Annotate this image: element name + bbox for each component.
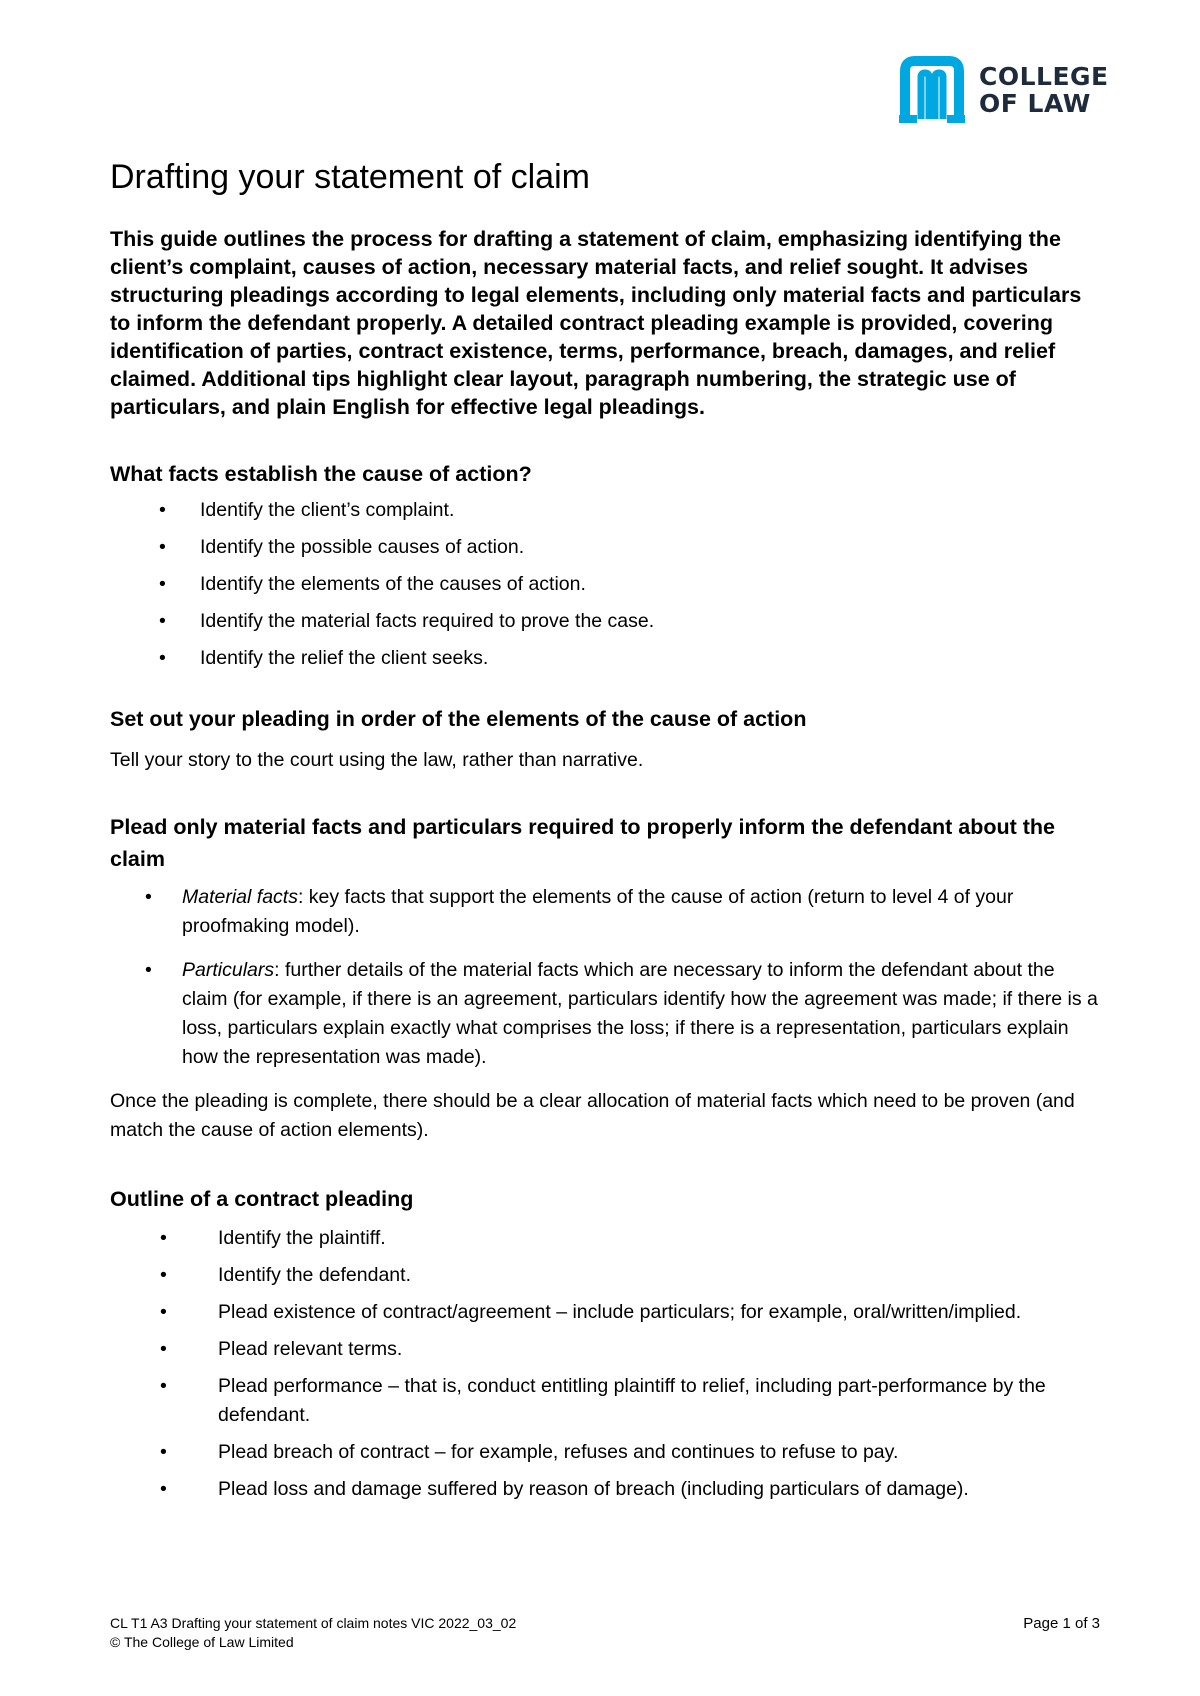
- footer-copyright: © The College of Law Limited: [110, 1634, 294, 1650]
- bullet-icon: •: [159, 573, 166, 595]
- material-facts-list: [110, 883, 1100, 1072]
- bullet-icon: •: [160, 1441, 167, 1463]
- material-facts-summary: Once the pleading is complete, there should be a clear allocation of material facts which need to be proven (and match the cause of action elements).: [110, 1090, 1075, 1141]
- bullet-icon: •: [159, 536, 166, 558]
- bullet-icon: •: [145, 886, 152, 908]
- bullet-icon: •: [160, 1264, 167, 1286]
- bullet-icon: •: [160, 1301, 167, 1323]
- page-title: Drafting your statement of claim: [110, 158, 590, 196]
- bullet-icon: •: [159, 499, 166, 521]
- footer-doc-ref: CL T1 A3 Drafting your statement of claim notes VIC 2022_03_02: [110, 1615, 517, 1631]
- list-item: • Identify the plaintiff.: [110, 1224, 1100, 1253]
- logo-mark-icon: [899, 55, 965, 125]
- footer-page-number: Page 1 of 3: [1023, 1615, 1100, 1632]
- list-item: • Identify the elements of the causes of action.: [110, 570, 1100, 599]
- bullet-icon: •: [160, 1478, 167, 1500]
- term-particulars: Particulars: [182, 959, 275, 981]
- list-item: • Material facts: key facts that support the elements of the cause of action (return to level 4 of your proofmaking model).: [110, 883, 1100, 941]
- bullet-icon: •: [160, 1375, 167, 1397]
- list-item: • Identify the defendant.: [110, 1261, 1100, 1290]
- list-item: • Identify the client’s complaint.: [110, 496, 1100, 525]
- cause-of-action-list: [110, 496, 1100, 673]
- list-item: • Identify the relief the client seeks.: [110, 644, 1100, 673]
- list-item: • Identify the material facts required to prove the case.: [110, 607, 1100, 636]
- pleading-order-text: Tell your story to the court using the law, rather than narrative.: [110, 749, 644, 771]
- heading-contract-pleading-outline: Outline of a contract pleading: [110, 1187, 414, 1211]
- list-item: • Plead breach of contract – for example, refuses and continues to refuse to pay.: [110, 1438, 1100, 1467]
- contract-pleading-list: [110, 1224, 1100, 1504]
- logo-line-1: COLLEGE: [979, 62, 1109, 91]
- term-material-facts: Material facts: [182, 886, 298, 908]
- college-of-law-logo: [899, 55, 1109, 127]
- list-item: • Particulars: further details of the material facts which are necessary to inform the defendant about the claim (for example, if there is an agreement, particulars identify how the agreement was made; if there is a loss, particulars explain exactly what comprises the loss; if there is a representation, particulars explain how the representation was made).: [110, 956, 1100, 1072]
- list-item: • Identify the possible causes of action.: [110, 533, 1100, 562]
- bullet-icon: •: [160, 1227, 167, 1249]
- heading-pleading-order: Set out your pleading in order of the elements of the cause of action: [110, 707, 807, 731]
- list-item: • Plead relevant terms.: [110, 1335, 1100, 1364]
- logo-wordmark: [979, 63, 1109, 117]
- bullet-icon: •: [159, 647, 166, 669]
- intro-summary: This guide outlines the process for drafting a statement of claim, emphasizing identifying the client’s complaint, causes of action, necessary material facts, and relief sought. It advises structuring pleadings according to legal elements, including only material facts and particulars to inform the defendant properly. A detailed contract pleading example is provided, covering identification of parties, contract existence, terms, performance, breach, damages, and relief claimed. Additional tips highlight clear layout, paragraph numbering, the strategic use of particulars, and plain English for effective legal pleadings.: [110, 227, 1082, 419]
- heading-material-facts: Plead only material facts and particulars required to properly inform the defendant about the claim: [110, 815, 1055, 871]
- heading-cause-of-action: What facts establish the cause of action?: [110, 462, 532, 486]
- bullet-icon: •: [145, 959, 152, 981]
- list-item: • Plead existence of contract/agreement – include particulars; for example, oral/written/implied.: [110, 1298, 1100, 1327]
- logo-line-2: OF LAW: [979, 89, 1091, 118]
- bullet-icon: •: [160, 1338, 167, 1360]
- list-item: • Plead loss and damage suffered by reason of breach (including particulars of damage).: [110, 1475, 1100, 1504]
- bullet-icon: •: [159, 610, 166, 632]
- footer-left: [110, 1614, 516, 1652]
- document-body: [110, 155, 1100, 1512]
- list-item: • Plead performance – that is, conduct entitling plaintiff to relief, including part-performance by the defendant.: [110, 1372, 1100, 1430]
